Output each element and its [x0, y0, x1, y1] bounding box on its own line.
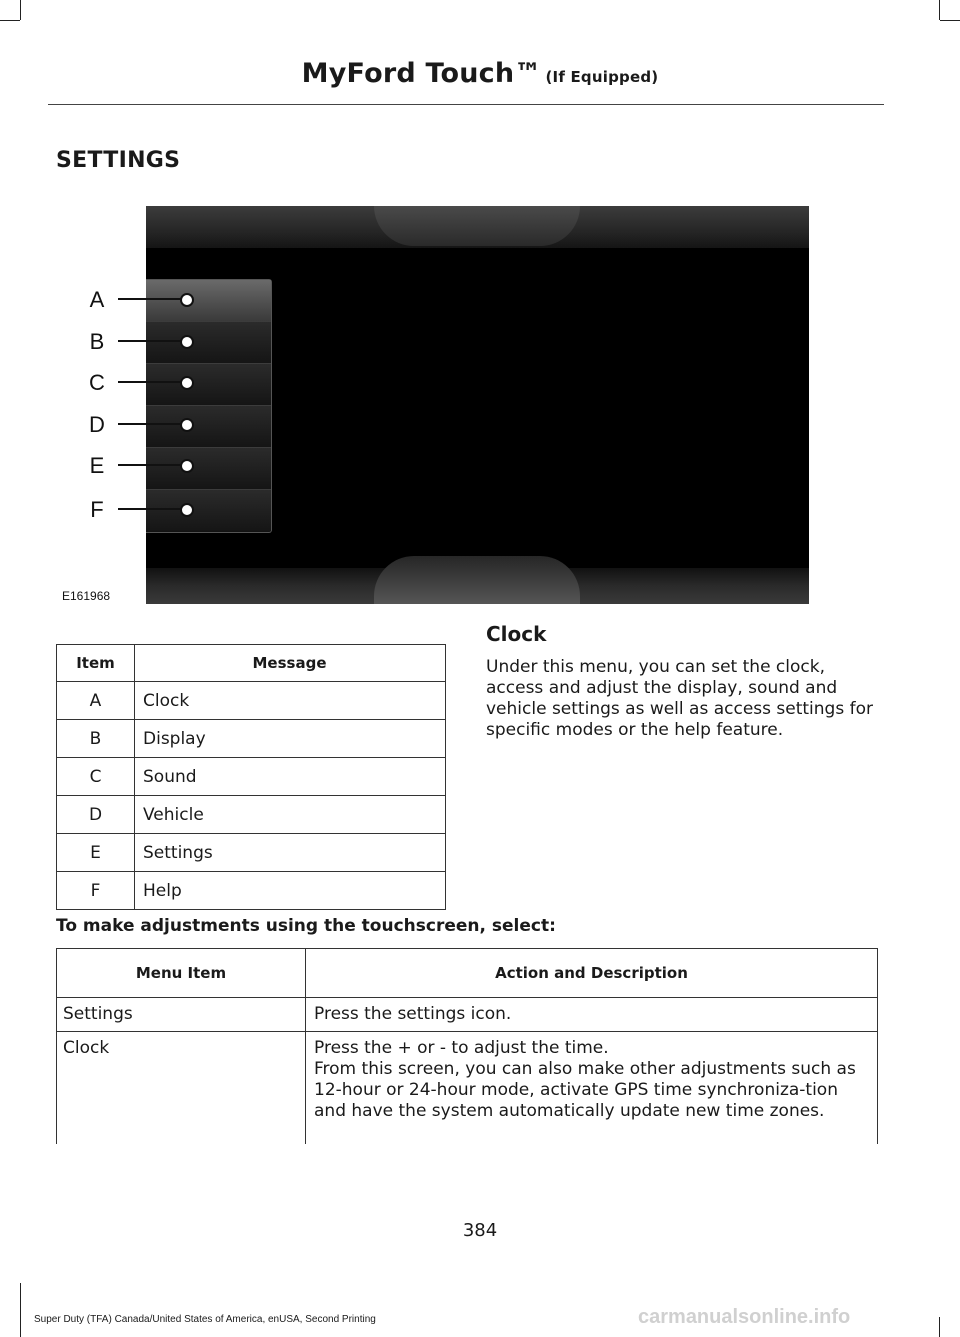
callout-letter: F: [90, 497, 104, 522]
menu-button-vehicle: [146, 406, 271, 448]
menu-item-cell: Clock: [57, 1032, 306, 1145]
column-header-menu-item: Menu Item: [57, 949, 306, 998]
callout-letter: C: [89, 370, 105, 395]
message-cell: Sound: [135, 758, 446, 796]
crop-mark: [20, 0, 21, 20]
settings-menu-panel: [146, 279, 272, 533]
touchscreen-illustration: [146, 206, 809, 604]
page-number: 384: [462, 1220, 498, 1241]
message-cell: Help: [135, 872, 446, 910]
header-title: MyFord Touch™: [301, 58, 542, 89]
table-row: [57, 796, 446, 834]
table-row: [57, 720, 446, 758]
crop-mark: [939, 1317, 940, 1337]
crop-mark: [939, 0, 940, 20]
action-cell: [306, 998, 878, 1032]
item-cell: F: [57, 872, 135, 910]
table-row: [57, 682, 446, 720]
column-header-action: Action and Description: [306, 949, 878, 998]
menu-button-display: [146, 322, 271, 364]
menu-button-sound: [146, 364, 271, 406]
item-cell: C: [57, 758, 135, 796]
adjustments-heading: To make adjustments using the touchscreen, select:: [56, 916, 556, 936]
page-header: [0, 58, 960, 89]
table-header-row: [57, 949, 878, 998]
action-text: Press the settings icon.: [314, 1004, 512, 1024]
table-row: [57, 758, 446, 796]
menu-button-clock: [146, 280, 271, 322]
table-header-row: [57, 645, 446, 682]
item-cell: E: [57, 834, 135, 872]
message-cell: Display: [135, 720, 446, 758]
item-cell: B: [57, 720, 135, 758]
callout-letter: D: [89, 412, 105, 437]
action-cell: [306, 1032, 878, 1145]
footer-text: Super Duty (TFA) Canada/United States of America, enUSA, Second Printing: [34, 1314, 376, 1325]
table-row: [57, 872, 446, 910]
menu-button-settings: [146, 448, 271, 490]
callout-letter: A: [89, 287, 105, 312]
header-subtitle: (If Equipped): [545, 68, 659, 86]
clock-heading: Clock: [486, 622, 547, 646]
action-text: Press the + or - to adjust the time.: [314, 1038, 609, 1058]
crop-mark: [0, 20, 20, 21]
table-row: [57, 1032, 878, 1145]
watermark: carmanualsonline.info: [638, 1306, 851, 1328]
section-title: SETTINGS: [56, 148, 181, 173]
message-cell: Clock: [135, 682, 446, 720]
screen-bezel-top: [146, 206, 809, 248]
item-cell: D: [57, 796, 135, 834]
item-message-table: [56, 644, 446, 910]
screen-bezel-bottom: [146, 568, 809, 604]
column-header-message: Message: [135, 645, 446, 682]
crop-mark: [940, 20, 960, 21]
menu-button-help: [146, 490, 271, 531]
item-cell: A: [57, 682, 135, 720]
message-cell: Settings: [135, 834, 446, 872]
table-row: [57, 998, 878, 1032]
action-detail: From this screen, you can also make other adjustments such as 12-hour or 24-hour mode, activate GPS time synchroniza-tion and have the system automatically update new time zones.: [314, 1059, 856, 1121]
message-cell: Vehicle: [135, 796, 446, 834]
menu-action-table: [56, 948, 878, 1144]
header-divider: [48, 104, 884, 105]
table-row: [57, 834, 446, 872]
column-header-item: Item: [57, 645, 135, 682]
crop-mark: [20, 1283, 21, 1337]
clock-description: Under this menu, you can set the clock, access and adjust the display, sound and vehicle settings as well as access settings for specific modes or the help feature.: [486, 657, 873, 740]
callout-letter: E: [89, 453, 105, 478]
callout-letter: B: [89, 329, 105, 354]
menu-item-cell: Settings: [57, 998, 306, 1032]
figure-code: E161968: [62, 589, 111, 603]
